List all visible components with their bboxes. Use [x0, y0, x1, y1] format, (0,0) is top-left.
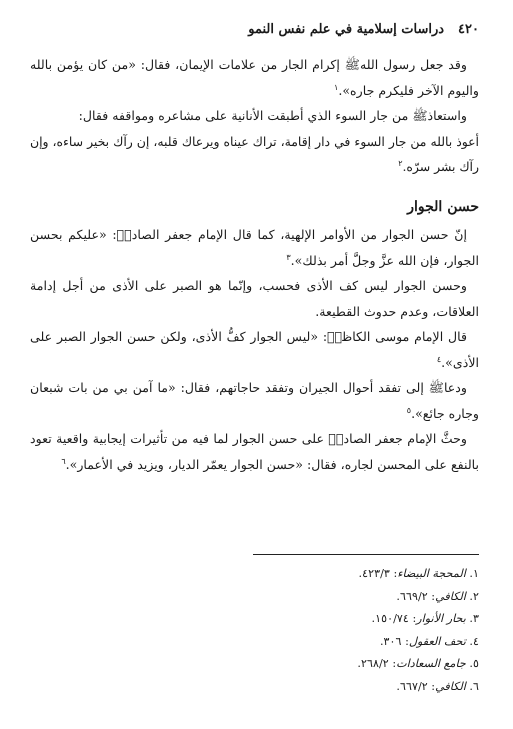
book-title: دراسات إسلامية في علم نفس النمو: [248, 21, 445, 37]
footnote: [30, 631, 479, 654]
footnote-number: ٥.: [469, 657, 479, 671]
footnote-number: ١.: [469, 567, 479, 580]
footnote-reference: : ٦٦٩/٢.: [396, 589, 436, 603]
paragraph-text: ودعاﷺ إلى تفقد أحوال الجيران وتفقد حاجاتهم، فقال: «ما آمن بي من بات شبعان وجاره جائع».: [30, 380, 479, 421]
body-text: [30, 52, 479, 477]
footnote: [30, 653, 479, 676]
footnote-source: تحف العقول: [408, 634, 466, 648]
footnote-source: جامع السعادات: [396, 657, 466, 671]
paragraph: [30, 273, 479, 324]
footnotes: [30, 563, 479, 699]
paragraph-text: وحثَّ الإمام جعفر الصادقؑ على حسن الجوار لما فيه من تأثيرات إيجابية واقعية تعود بالنفع على المحسن لجاره، فقال: «حسن الجوار يعمّر الديار، ويزيد في الأعمار».: [30, 431, 479, 472]
footnote: [30, 608, 479, 631]
footnote-number: ٣.: [469, 612, 479, 626]
page-number: ٤٢٠: [458, 21, 479, 37]
footnote-ref: ٥: [406, 405, 412, 415]
paragraph: [30, 103, 479, 129]
footnote-separator: [253, 554, 479, 555]
footnote-source: بحار الأنوار: [416, 612, 466, 626]
book-page: [30, 0, 479, 729]
footnote-number: ٦.: [469, 679, 479, 693]
paragraph: [30, 324, 479, 375]
footnote-reference: : ٣٠٦.: [379, 634, 409, 648]
paragraph: [30, 222, 479, 273]
footnote-ref: ٣: [286, 252, 291, 262]
paragraph-text: قال الإمام موسى الكاظمؑ: «ليس الجوار كفُّ الأذى، ولكن حسن الجوار الصبر على الأذى».: [30, 329, 479, 370]
footnote-ref: ٦: [61, 456, 66, 466]
supplication-quote: [30, 129, 479, 180]
paragraph: [30, 52, 479, 103]
footnote-reference: : ١٥٠/٧٤.: [371, 612, 417, 626]
footnote-source: الكافي: [435, 679, 466, 693]
running-header: [30, 19, 479, 39]
footnote-reference: : ٦٦٧/٢.: [396, 679, 436, 693]
paragraph-text: وقد جعل رسول اللهﷺ إكرام الجار من علامات الإيمان، فقال: «من كان يؤمن بالله واليوم الآخر فليكرم جاره».: [30, 57, 479, 98]
paragraph-text: وحسن الجوار ليس كف الأذى فحسب، وإنّما هو الصبر على الأذى من أجل إدامة العلاقات، وعدم حدوث القطيعة.: [30, 278, 479, 319]
paragraph-text: واستعاذﷺ من جار السوء الذي أطبقت الأنانية على مشاعره ومواقفه فقال:: [78, 108, 467, 123]
footnote: [30, 676, 479, 699]
footnote-number: ٢.: [469, 589, 479, 603]
footnote-reference: : ٢٦٨/٢.: [357, 657, 397, 671]
footnote: [30, 586, 479, 609]
paragraph: [30, 426, 479, 477]
footnote-source: الكافي: [435, 589, 466, 603]
paragraph-text: إنّ حسن الجوار من الأوامر الإلهية، كما قال الإمام جعفر الصادقؑ: «عليكم بحسن الجوار، فإن الله عزَّ وجلَّ أمر بذلك».: [30, 227, 479, 268]
footnote: [30, 563, 479, 586]
footnote-number: ٤.: [469, 634, 479, 648]
paragraph: [30, 375, 479, 426]
footnote-ref: ١: [334, 82, 339, 92]
footnote-source: المحجة البيضاء: [397, 567, 466, 580]
supplication-text: أعوذ بالله من جار السوء في دار إقامة، تراك عيناه ويرعاك قلبه، إن رآك بخير ساءه، وإن رآك بشر سرّه.: [30, 133, 479, 174]
footnote-ref: ٢: [398, 158, 403, 168]
section-heading: حسن الجوار: [407, 198, 479, 215]
footnote-reference: : ٤٢٣/٣.: [358, 567, 398, 580]
footnote-ref: ٤: [436, 354, 442, 364]
